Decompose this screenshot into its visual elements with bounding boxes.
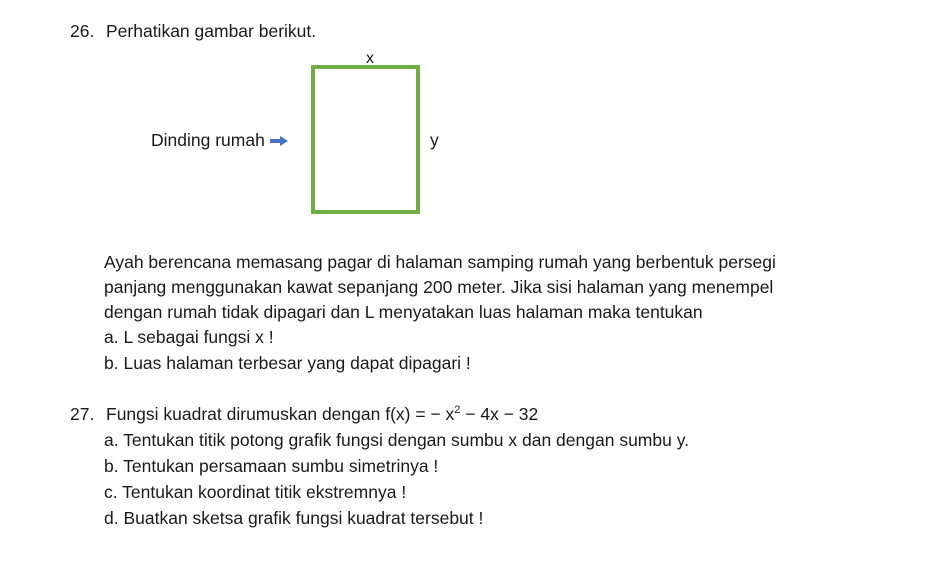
question-27-item-a: a. Tentukan titik potong grafik fungsi dengan sumbu x dan dengan sumbu y. [104,430,690,450]
function-rhs: − 4x − 32 [460,404,539,424]
question-26-item-a: a. L sebagai fungsi x ! [104,327,274,347]
question-27-prompt: Fungsi kuadrat dirumuskan dengan [106,404,386,424]
wall-label [151,130,288,151]
question-27-item-b: b. Tentukan persamaan sumbu simetrinya ! [104,456,439,476]
right-arrow-icon [270,136,288,146]
question-26-item-b: b. Luas halaman terbesar yang dapat dipagari ! [104,353,471,373]
question-27-number: 27. [70,404,95,424]
figure-label-y: y [430,130,439,150]
function-lhs: f(x) = − x [385,404,455,424]
question-26-title: Perhatikan gambar berikut. [106,21,317,41]
garden-rectangle [311,65,420,214]
question-27-header [70,403,538,425]
function-formula [385,404,538,424]
question-26-paragraph-line-1: Ayah berencana memasang pagar di halaman samping rumah yang berbentuk persegi [104,252,776,272]
question-26-paragraph-line-2: panjang menggunakan kawat sepanjang 200 meter. Jika sisi halaman yang menempel [104,277,774,297]
figure-label-x: x [366,50,374,67]
question-27-item-c: c. Tentukan koordinat titik ekstremnya ! [104,482,407,502]
question-26-header [70,20,316,42]
wall-label-text: Dinding rumah [151,130,265,150]
question-26-paragraph-line-3: dengan rumah tidak dipagari dan L menyatakan luas halaman maka tentukan [104,302,703,322]
function-exponent: 2 [454,404,461,416]
question-26-number: 26. [70,21,95,41]
question-27-item-d: d. Buatkan sketsa grafik fungsi kuadrat tersebut ! [104,508,484,528]
